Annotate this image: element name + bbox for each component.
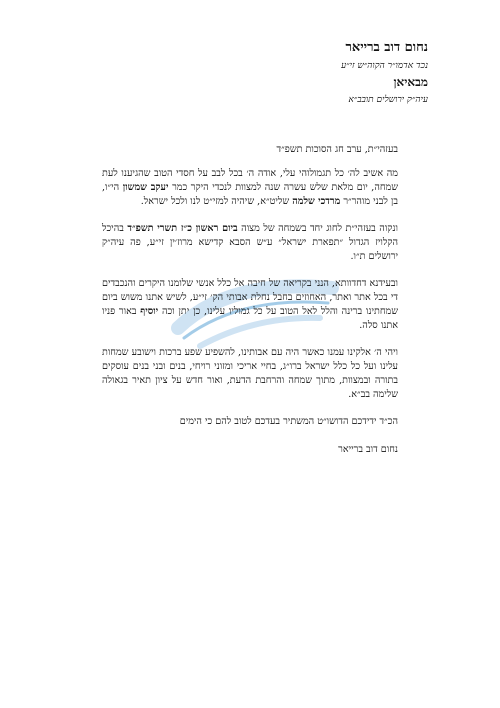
p2-bold-b: ביום ראשון כ״ז תשרי תשפ״ד [127, 223, 238, 234]
p3-text-a: ובעידנא דחדוותא, הנני בקריאה של חיבה אל כלל אנשי שלומנו היקרים והנכבדים די בכל אתר ואתר, האחוזים בחבל נחלת אבותי הק׳ זי״ע, לשיש אתנו משוש ביום שמחתינו ברינה והלל לאל הטוב על כל גמוליו עלינו, כן יתן וכה [102, 278, 399, 317]
p3-bold-b: יוסיף [140, 306, 159, 317]
letterhead-place: מבאיאן [393, 75, 428, 89]
letterhead-subtitle: נכד אדמו״ר הקוה״ש זי״ע [341, 61, 428, 71]
paragraph-3 [102, 277, 398, 333]
paragraph-2 [102, 222, 398, 264]
p3-text-c: באור פניו אתנו סלה. [102, 306, 398, 331]
letterhead [228, 40, 428, 106]
p1-text-c: הי״ו, בן לבני מוהר״ר [102, 182, 398, 207]
letter-closing: הכ״ד ידידכם הדושו״ט המשתיר בעדכם לטוב להם כי הימים [179, 416, 398, 427]
letterhead-address: עיה״ק ירושלים תובב״א [348, 95, 428, 105]
letterhead-name: נחום דוב ברייאר [345, 40, 428, 55]
p1-text-a: מה אשיב לה׳ כל תגמולוהי עלי, אודה ה׳ בכל לבב על חסדי הטוב שהגיענו לעת שמחה, יום מלאת שלש עשרה שנה למצוות לנכדי היקר כמר [102, 168, 399, 193]
p1-text-e: שליט״א, שיהיה למזי״ט לנו ולכל ישראל. [140, 196, 293, 207]
p1-bold-b: יעקב שמשון [122, 182, 169, 193]
paragraph-4: ויהי ה׳ אלקינו עמנו כאשר היה עם אבותינו, להשפיע שפע ברכות וישובע שמחות עלינו ועל כל כלל ישראל ברו״ג, בחיי אריכי ומזוני רויחי, בנים ובני בנים עוסקים בתורה ובמצוות, מתוך שמחה והרחבת הדעת, ואור חדש על ציון תאיר בגאולה שלימה בב״א. [102, 347, 398, 400]
paragraph-1 [102, 167, 398, 209]
p2-text-a: ונקוה בעזהי״ת לחוג יחד בשמחה של מצוה [237, 223, 398, 234]
letter-signature: נחום דוב ברייאר [338, 444, 398, 455]
letter-body [102, 143, 398, 457]
letter-dateline: בעזהי״ת, ערב חג הסוכות תשפ״ד [276, 144, 398, 155]
p2-text-c: בהיכל הקלויז הגדול ״תפארת ישראל״ ע״ש הסבא קדישא מרוז׳ין זי״ע, פה עיה״ק ירושלים ת״ו. [102, 223, 398, 262]
p1-bold-d: מרדכי שלמה [292, 196, 341, 207]
